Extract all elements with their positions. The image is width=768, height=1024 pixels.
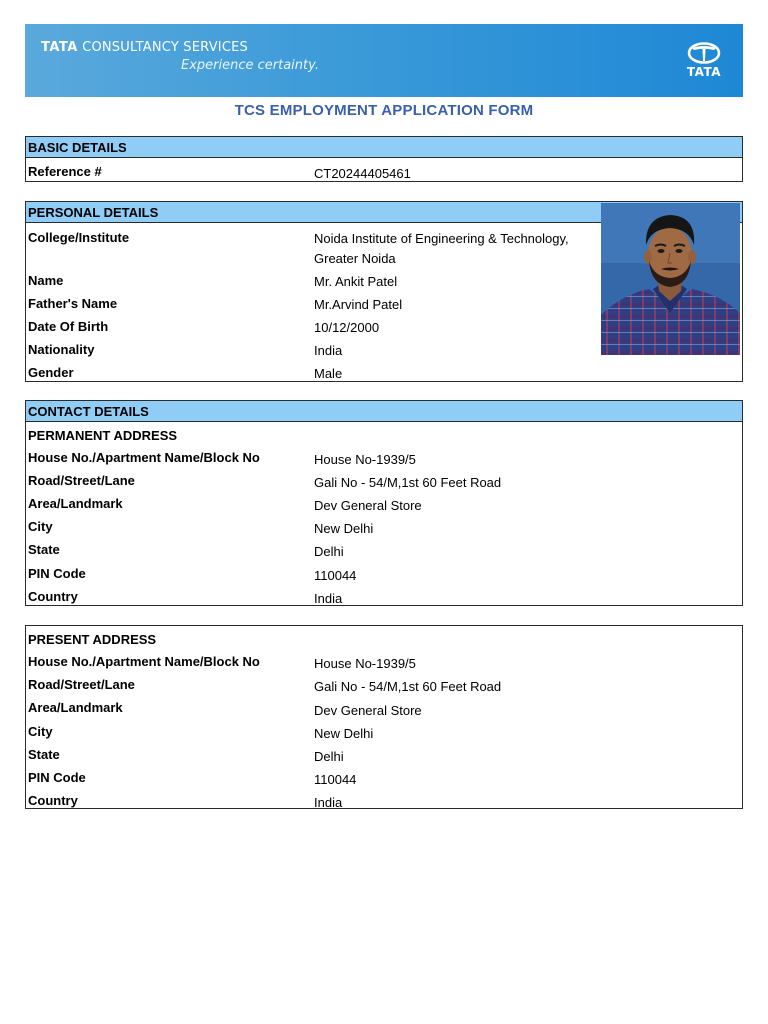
perm-state-value: Delhi — [314, 544, 344, 559]
pres-pin-label: PIN Code — [28, 770, 86, 785]
perm-area-value: Dev General Store — [314, 498, 422, 513]
dob-value: 10/12/2000 — [314, 320, 380, 335]
perm-road-value: Gali No - 54/M,1st 60 Feet Road — [314, 475, 502, 490]
father-name-value: Mr.Arvind Patel — [314, 297, 403, 312]
personal-details-heading: PERSONAL DETAILS — [26, 202, 742, 223]
perm-state-label: State — [28, 542, 60, 557]
pres-road-value: Gali No - 54/M,1st 60 Feet Road — [314, 679, 502, 694]
pres-area-label: Area/Landmark — [28, 700, 123, 715]
tata-logo-text: TATA — [686, 65, 722, 79]
nationality-label: Nationality — [28, 342, 95, 357]
tata-emblem-icon — [687, 42, 721, 64]
pres-state-label: State — [28, 747, 60, 762]
dob-label: Date Of Birth — [28, 319, 109, 334]
perm-country-label: Country — [28, 589, 78, 604]
basic-details-section — [25, 136, 743, 182]
pres-road-label: Road/Street/Lane — [28, 677, 135, 692]
pres-area-value: Dev General Store — [314, 703, 422, 718]
reference-value: CT20244405461 — [314, 166, 411, 181]
brand-name-rest: CONSULTANCY SERVICES — [77, 40, 248, 55]
name-label: Name — [28, 273, 64, 288]
brand-name — [41, 40, 248, 55]
perm-area-label: Area/Landmark — [28, 496, 123, 511]
perm-house-label: House No./Apartment Name/Block No — [28, 450, 260, 465]
present-address-heading: PRESENT ADDRESS — [28, 632, 157, 647]
pres-country-label: Country — [28, 793, 78, 808]
reference-label: Reference # — [28, 164, 102, 179]
pres-house-label: House No./Apartment Name/Block No — [28, 654, 260, 669]
nationality-value: India — [314, 343, 343, 358]
college-label: College/Institute — [28, 230, 130, 245]
basic-details-heading: BASIC DETAILS — [26, 137, 742, 158]
contact-details-heading: CONTACT DETAILS — [26, 401, 742, 422]
contact-details-section — [25, 400, 743, 606]
pres-house-value: House No-1939/5 — [314, 656, 416, 671]
pres-country-value: India — [314, 795, 343, 810]
tata-logo — [683, 42, 725, 79]
brand-name-bold: TATA — [41, 40, 78, 55]
header-banner — [25, 24, 743, 97]
brand-tagline: Experience certainty. — [181, 58, 319, 73]
present-address-section — [25, 625, 743, 809]
pres-city-value: New Delhi — [314, 726, 374, 741]
father-name-label: Father's Name — [28, 296, 118, 311]
name-value: Mr. Ankit Patel — [314, 274, 398, 289]
perm-city-label: City — [28, 519, 53, 534]
perm-house-value: House No-1939/5 — [314, 452, 416, 467]
pres-state-value: Delhi — [314, 749, 344, 764]
page-title: TCS EMPLOYMENT APPLICATION FORM — [234, 102, 534, 119]
gender-value: Male — [314, 366, 343, 381]
perm-pin-label: PIN Code — [28, 566, 86, 581]
perm-pin-value: 110044 — [314, 568, 357, 583]
perm-road-label: Road/Street/Lane — [28, 473, 135, 488]
pres-pin-value: 110044 — [314, 772, 357, 787]
applicant-photo-image — [601, 203, 740, 355]
perm-country-value: India — [314, 591, 343, 606]
perm-city-value: New Delhi — [314, 521, 374, 536]
gender-label: Gender — [28, 365, 74, 380]
pres-city-label: City — [28, 724, 53, 739]
applicant-photo — [601, 203, 740, 355]
college-value: Noida Institute of Engineering & Technology, Greater Noida — [314, 231, 569, 266]
permanent-address-heading: PERMANENT ADDRESS — [28, 428, 178, 443]
personal-details-section — [25, 201, 743, 382]
